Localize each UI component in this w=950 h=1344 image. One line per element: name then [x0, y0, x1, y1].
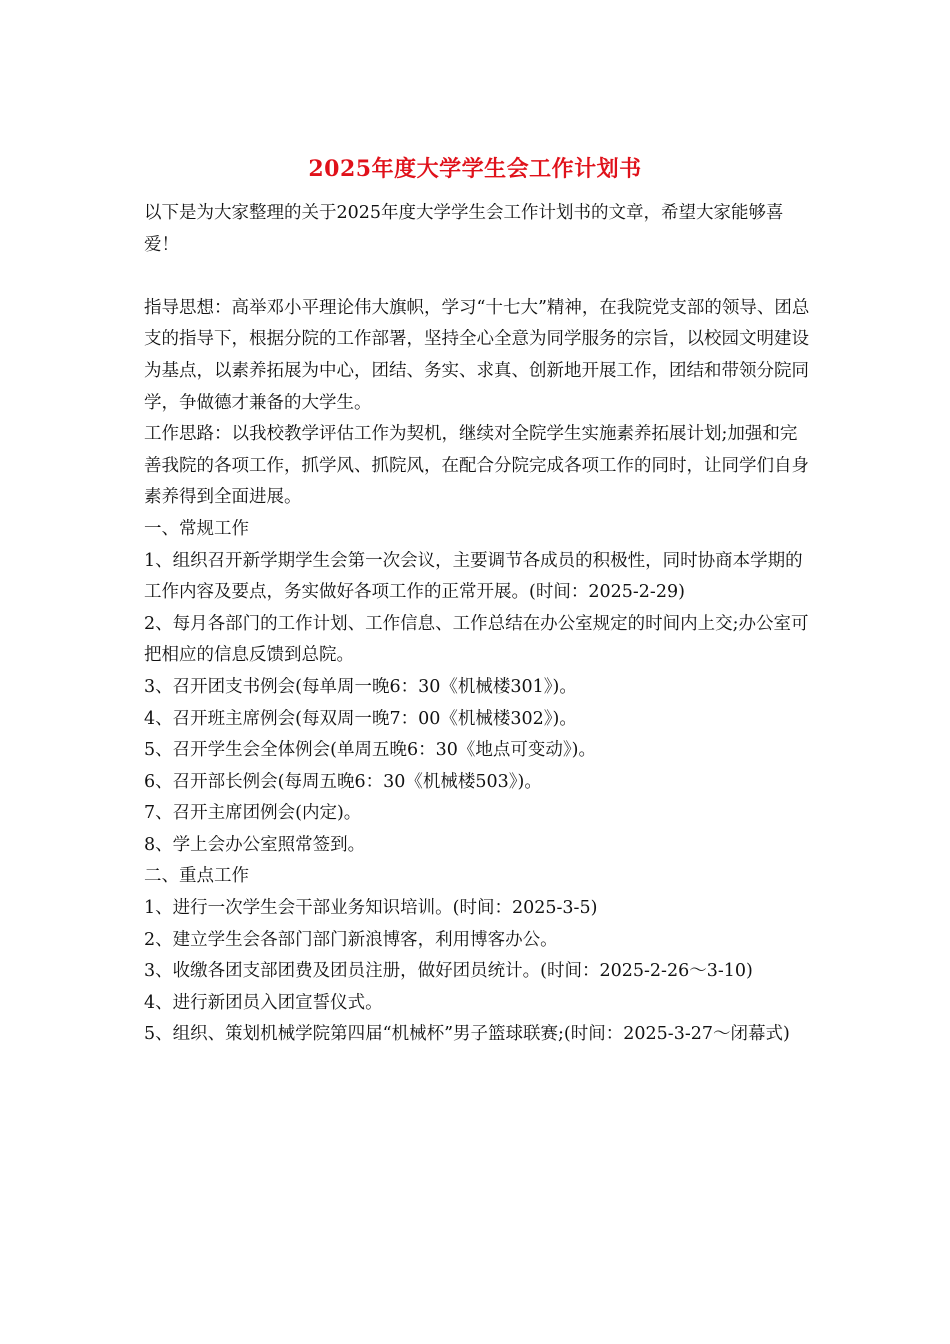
list-item: 1、进行一次学生会干部业务知识培训。(时间：2025-3-5) — [144, 898, 598, 919]
list-item: 8、学上会办公室照常签到。 — [144, 834, 366, 855]
paragraph-work-approach: 工作思路：以我校教学评估工作为契机，继续对全院学生实施素养拓展计划;加强和完善我院的各项工作，抓学风、抓院风，在配合分院完成各项工作的同时，让同学们自身素养得到全面进展。 — [144, 424, 809, 508]
blank-line — [144, 261, 812, 293]
list-item: 3、召开团支书例会(每单周一晚6：30《机械楼301》)。 — [144, 676, 577, 697]
section-heading-key-work: 二、重点工作 — [144, 866, 249, 887]
paragraph-guiding-ideology: 指导思想：高举邓小平理论伟大旗帜，学习“十七大”精神，在我院党支部的领导、团总支的指导下，根据分院的工作部署，坚持全心全意为同学服务的宗旨，以校园文明建设为基点，以素养拓展为中心，团结、务实、求真、创新地开展工作，团结和带领分院同学，争做德才兼备的大学生。 — [144, 297, 810, 413]
list-item: 3、收缴各团支部团费及团员注册，做好团员统计。(时间：2025-2-26～3-10) — [144, 961, 753, 982]
section-heading-routine-work: 一、常规工作 — [144, 518, 249, 539]
list-item: 2、每月各部门的工作计划、工作信息、工作总结在办公室规定的时间内上交;办公室可把相应的信息反馈到总院。 — [144, 613, 809, 666]
document-body — [144, 198, 812, 1051]
list-item: 2、建立学生会各部门部门新浪博客，利用博客办公。 — [144, 929, 558, 950]
list-item: 4、进行新团员入团宣誓仪式。 — [144, 992, 383, 1013]
document-title: 2025年度大学学生会工作计划书 — [308, 156, 642, 182]
list-item: 1、组织召开新学期学生会第一次会议，主要调节各成员的积极性，同时协商本学期的工作内容及要点，务实做好各项工作的正常开展。(时间：2025-2-29) — [144, 550, 803, 603]
list-item: 5、召开学生会全体例会(单周五晚6：30《地点可变动》)。 — [144, 740, 596, 761]
list-item: 5、组织、策划机械学院第四届“机械杯”男子篮球联赛;(时间：2025-3-27～闭幕式) — [144, 1024, 790, 1045]
list-item: 4、召开班主席例会(每双周一晚7：00《机械楼302》)。 — [144, 708, 577, 729]
paragraph-intro: 以下是为大家整理的关于2025年度大学学生会工作计划书的文章，希望大家能够喜爱！ — [144, 203, 784, 255]
list-item: 7、召开主席团例会(内定)。 — [144, 803, 362, 824]
list-item: 6、召开部长例会(每周五晚6：30《机械楼503》)。 — [144, 771, 542, 792]
